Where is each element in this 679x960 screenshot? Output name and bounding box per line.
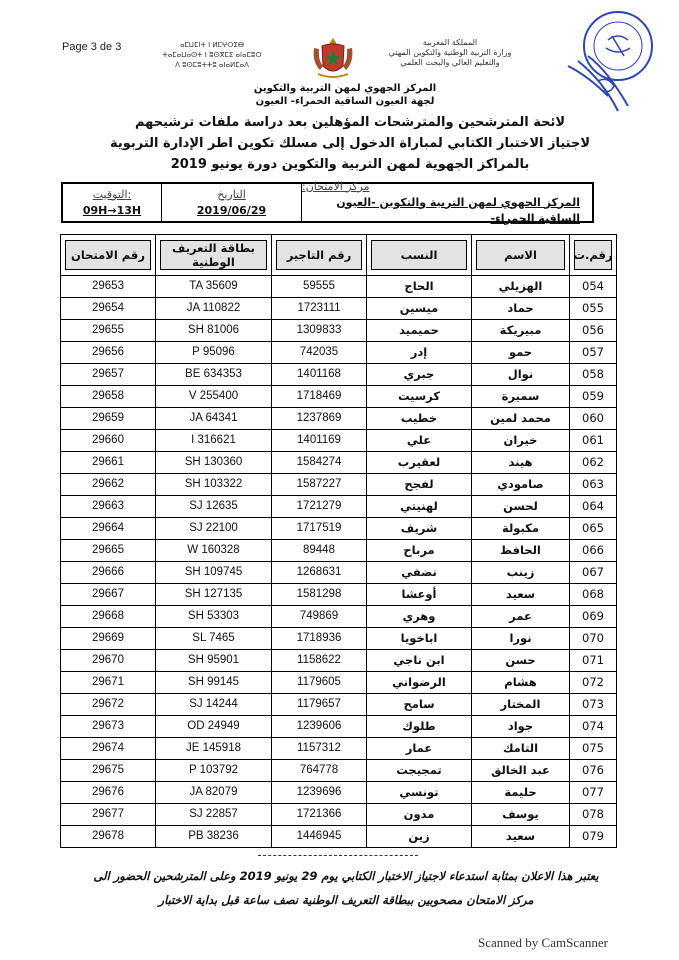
table-row: [61, 320, 617, 342]
cell-order: 072: [570, 672, 617, 694]
footer-line: يعتبر هذا الاعلان بمثابة استدعاء لاجتياز الاختبار الكتابي يوم 29 يونيو 2019 وعلى المترشحين الحضور الى: [93, 869, 599, 883]
cell-exam-number: 29673: [61, 716, 156, 738]
header-right-line: والتعليم العالي والبحث العلمي: [400, 58, 500, 67]
cell-last-name: لفجح: [367, 474, 472, 496]
cell-registration: 1268631: [272, 562, 367, 584]
table-row: [61, 584, 617, 606]
cell-registration: 1717519: [272, 518, 367, 540]
table-row: [61, 606, 617, 628]
cell-last-name: حميميد: [367, 320, 472, 342]
cell-first-name: نورا: [472, 628, 570, 650]
cell-national-id: JE 145918: [156, 738, 272, 760]
cell-exam-number: 29664: [61, 518, 156, 540]
footer-divider: [258, 855, 418, 856]
table-row: [61, 342, 617, 364]
cell-national-id: BE 634353: [156, 364, 272, 386]
cell-first-name: مكبولة: [472, 518, 570, 540]
cell-last-name: ابن ناجي: [367, 650, 472, 672]
table-row: [61, 452, 617, 474]
cell-exam-number: 29674: [61, 738, 156, 760]
cell-order: 058: [570, 364, 617, 386]
cell-order: 069: [570, 606, 617, 628]
cell-registration: 1401169: [272, 430, 367, 452]
cell-registration: 1401168: [272, 364, 367, 386]
cell-registration: 1158622: [272, 650, 367, 672]
cell-registration: 1584274: [272, 452, 367, 474]
col-header-first-name: الاسم: [472, 235, 570, 276]
cell-last-name: علي: [367, 430, 472, 452]
date-label: التاريخ: [217, 187, 246, 201]
title-line: لائحة المترشحين والمترشحات المؤهلين بعد دراسة ملفات ترشيحهم: [134, 115, 566, 130]
cell-registration: 764778: [272, 760, 367, 782]
cell-first-name: المختار: [472, 694, 570, 716]
footer-notice: [48, 864, 644, 912]
table-row: [61, 540, 617, 562]
cell-order: 064: [570, 496, 617, 518]
table-row: [61, 804, 617, 826]
cell-order: 063: [570, 474, 617, 496]
cell-exam-number: 29666: [61, 562, 156, 584]
cell-order: 060: [570, 408, 617, 430]
cell-order: 074: [570, 716, 617, 738]
cell-last-name: مرباح: [367, 540, 472, 562]
cell-national-id: SH 53303: [156, 606, 272, 628]
table-row: [61, 496, 617, 518]
cell-first-name: خيران: [472, 430, 570, 452]
table-row: [61, 386, 617, 408]
table-row: [61, 760, 617, 782]
cell-registration: 742035: [272, 342, 367, 364]
cell-registration: 749869: [272, 606, 367, 628]
cell-national-id: SH 103322: [156, 474, 272, 496]
col-header-last-name: النسب: [367, 235, 472, 276]
exam-info-box: [61, 179, 594, 225]
cell-national-id: JA 110822: [156, 298, 272, 320]
cell-first-name: الحافظ: [472, 540, 570, 562]
cell-order: 059: [570, 386, 617, 408]
header-right-line: وزارة التربية الوطنية والتكوين المهني: [388, 48, 512, 57]
cell-order: 067: [570, 562, 617, 584]
cell-last-name: إدر: [367, 342, 472, 364]
table-row: [61, 628, 617, 650]
scanner-watermark: Scanned by CamScanner: [478, 935, 608, 950]
cell-national-id: SJ 12635: [156, 496, 272, 518]
cell-registration: 1239696: [272, 782, 367, 804]
cell-registration: 1581298: [272, 584, 367, 606]
cell-registration: 89448: [272, 540, 367, 562]
cell-first-name: التامك: [472, 738, 570, 760]
exam-center-cell: [301, 179, 592, 225]
cell-national-id: P 103792: [156, 760, 272, 782]
cell-national-id: OD 24949: [156, 716, 272, 738]
cell-last-name: طلوك: [367, 716, 472, 738]
table-row: [61, 782, 617, 804]
cell-registration: 59555: [272, 276, 367, 298]
cell-registration: 1237869: [272, 408, 367, 430]
candidates-table: [60, 234, 617, 848]
cell-registration: 1723111: [272, 298, 367, 320]
cell-order: 066: [570, 540, 617, 562]
table-row: [61, 672, 617, 694]
cell-national-id: SH 95901: [156, 650, 272, 672]
footer-line: مركز الامتحان مصحوبين ببطاقة التعريف الوطنية نصف ساعة قبل بداية الاختبار: [158, 893, 534, 907]
cell-national-id: W 160328: [156, 540, 272, 562]
cell-first-name: حمو: [472, 342, 570, 364]
cell-order: 061: [570, 430, 617, 452]
cell-last-name: جبري: [367, 364, 472, 386]
cell-exam-number: 29657: [61, 364, 156, 386]
cell-order: 055: [570, 298, 617, 320]
center-name-line: المركز الجهوي لمهن التربية والتكوين: [253, 83, 437, 94]
cell-national-id: SH 130360: [156, 452, 272, 474]
table-row: [61, 430, 617, 452]
cell-first-name: لحسن: [472, 496, 570, 518]
cell-national-id: SH 81006: [156, 320, 272, 342]
cell-first-name: حماد: [472, 298, 570, 320]
cell-exam-number: 29676: [61, 782, 156, 804]
cell-registration: 1157312: [272, 738, 367, 760]
cell-exam-number: 29665: [61, 540, 156, 562]
header-right-arabic: [365, 38, 535, 68]
table-row: [61, 826, 617, 848]
cell-exam-number: 29661: [61, 452, 156, 474]
cell-first-name: جواد: [472, 716, 570, 738]
cell-national-id: SL 7465: [156, 628, 272, 650]
cell-national-id: SJ 14244: [156, 694, 272, 716]
cell-order: 078: [570, 804, 617, 826]
cell-registration: 1179605: [272, 672, 367, 694]
regional-center-name: [180, 82, 510, 108]
cell-first-name: نوال: [472, 364, 570, 386]
cell-order: 073: [570, 694, 617, 716]
cell-first-name: محمد لمين: [472, 408, 570, 430]
header-left-line: ⴰⵎⵡⵎⵏⵜ ⵏ ⵍⵎⵖⵔⵉⴱ: [179, 41, 245, 49]
table-row: [61, 650, 617, 672]
cell-registration: 1718469: [272, 386, 367, 408]
table-row: [61, 364, 617, 386]
col-header-national-id: بطاقة التعريف الوطنية: [156, 235, 272, 276]
cell-order: 077: [570, 782, 617, 804]
cell-last-name: نضفي: [367, 562, 472, 584]
cell-exam-number: 29671: [61, 672, 156, 694]
col-header-order: رقم.ت: [570, 235, 617, 276]
cell-last-name: وهري: [367, 606, 472, 628]
cell-national-id: TA 35609: [156, 276, 272, 298]
cell-exam-number: 29668: [61, 606, 156, 628]
cell-order: 070: [570, 628, 617, 650]
cell-first-name: زينب: [472, 562, 570, 584]
cell-exam-number: 29678: [61, 826, 156, 848]
cell-exam-number: 29662: [61, 474, 156, 496]
title-line: لاجتياز الاختبار الكتابي لمباراة الدخول إلى مسلك تكوين اطر الإدارة التربوية: [109, 136, 591, 151]
cell-exam-number: 29677: [61, 804, 156, 826]
cell-exam-number: 29663: [61, 496, 156, 518]
exam-center-value: المركز الجهوي لمهن التربية والتكوين -العيون الساقية الحمراء-: [336, 195, 580, 225]
cell-exam-number: 29658: [61, 386, 156, 408]
header-left-line: ⵜⴰⵎⴰⵡⴰⵙⵜ ⵏ ⵓⵙⴳⵎⵉ ⴰⵏⴰⵎⵓⵔ: [162, 51, 262, 59]
date-value: 2019/06/29: [196, 203, 267, 217]
cell-exam-number: 29655: [61, 320, 156, 342]
cell-order: 071: [570, 650, 617, 672]
header-left-line: ⴷ ⵓⵙⵎⵓⵜⵜⵓ ⴰⵏⴰⵍⵎⴰⴷ: [175, 61, 249, 69]
cell-first-name: عبد الخالق: [472, 760, 570, 782]
cell-last-name: زين: [367, 826, 472, 848]
table-row: [61, 408, 617, 430]
cell-national-id: PB 38236: [156, 826, 272, 848]
cell-last-name: عمار: [367, 738, 472, 760]
table-row: [61, 518, 617, 540]
cell-first-name: حسن: [472, 650, 570, 672]
cell-national-id: I 316621: [156, 430, 272, 452]
cell-registration: 1179657: [272, 694, 367, 716]
coat-of-arms-icon: [308, 36, 358, 82]
date-cell: [161, 184, 301, 221]
table-row: [61, 474, 617, 496]
cell-exam-number: 29659: [61, 408, 156, 430]
cell-last-name: الرضواني: [367, 672, 472, 694]
cell-last-name: لعقيرب: [367, 452, 472, 474]
center-name-line: لجهة العيون الساقية الحمراء- العيون: [255, 96, 435, 107]
cell-exam-number: 29675: [61, 760, 156, 782]
cell-order: 062: [570, 452, 617, 474]
cell-first-name: سميرة: [472, 386, 570, 408]
cell-first-name: سعيد: [472, 826, 570, 848]
cell-registration: 1446945: [272, 826, 367, 848]
cell-last-name: كرسيت: [367, 386, 472, 408]
cell-national-id: SH 109745: [156, 562, 272, 584]
cell-registration: 1239606: [272, 716, 367, 738]
table-row: [61, 694, 617, 716]
table-row: [61, 738, 617, 760]
cell-order: 079: [570, 826, 617, 848]
cell-exam-number: 29660: [61, 430, 156, 452]
cell-first-name: مبيريكة: [472, 320, 570, 342]
cell-exam-number: 29667: [61, 584, 156, 606]
time-cell: [63, 184, 161, 221]
cell-order: 057: [570, 342, 617, 364]
cell-last-name: شريف: [367, 518, 472, 540]
table-row: [61, 562, 617, 584]
title-line: بالمراكز الجهوية لمهن التربية والتكوين دورة يونيو 2019: [170, 157, 530, 172]
table-row: [61, 716, 617, 738]
cell-registration: 1309833: [272, 320, 367, 342]
cell-last-name: ميسين: [367, 298, 472, 320]
cell-order: 056: [570, 320, 617, 342]
cell-national-id: V 255400: [156, 386, 272, 408]
cell-last-name: لهنيتي: [367, 496, 472, 518]
cell-first-name: صامودي: [472, 474, 570, 496]
cell-last-name: أوعشا: [367, 584, 472, 606]
header-right-line: المملكة المغربية: [422, 38, 478, 47]
cell-last-name: خطيب: [367, 408, 472, 430]
cell-national-id: JA 82079: [156, 782, 272, 804]
cell-last-name: اباخويا: [367, 628, 472, 650]
cell-national-id: JA 64341: [156, 408, 272, 430]
cell-order: 065: [570, 518, 617, 540]
cell-registration: 1721366: [272, 804, 367, 826]
table-row: [61, 298, 617, 320]
cell-registration: 1721279: [272, 496, 367, 518]
cell-last-name: سامح: [367, 694, 472, 716]
page-number: Page 3 de 3: [62, 41, 122, 53]
cell-last-name: تونسي: [367, 782, 472, 804]
cell-first-name: عمر: [472, 606, 570, 628]
cell-order: 054: [570, 276, 617, 298]
cell-exam-number: 29654: [61, 298, 156, 320]
cell-last-name: مدون: [367, 804, 472, 826]
cell-national-id: SH 99145: [156, 672, 272, 694]
cell-first-name: حليمة: [472, 782, 570, 804]
cell-order: 075: [570, 738, 617, 760]
cell-exam-number: 29653: [61, 276, 156, 298]
col-header-exam-number: رقم الامتحان: [61, 235, 156, 276]
cell-order: 076: [570, 760, 617, 782]
header-left-tifinagh: [122, 40, 302, 70]
cell-registration: 1587227: [272, 474, 367, 496]
cell-first-name: الهزيلي: [472, 276, 570, 298]
cell-registration: 1718936: [272, 628, 367, 650]
table-row: [61, 276, 617, 298]
cell-national-id: P 95096: [156, 342, 272, 364]
col-header-registration: رقم التاجير: [272, 235, 367, 276]
official-stamp-icon: [548, 6, 666, 116]
cell-order: 068: [570, 584, 617, 606]
cell-first-name: هشام: [472, 672, 570, 694]
cell-first-name: سعيد: [472, 584, 570, 606]
exam-center-label: مركز الامتحان:: [302, 179, 370, 193]
cell-exam-number: 29669: [61, 628, 156, 650]
cell-national-id: SJ 22100: [156, 518, 272, 540]
cell-first-name: هيند: [472, 452, 570, 474]
time-label: التوقيت:: [92, 187, 132, 201]
cell-first-name: يوسف: [472, 804, 570, 826]
cell-last-name: تمجيجت: [367, 760, 472, 782]
page-title: [70, 112, 630, 175]
cell-national-id: SJ 22857: [156, 804, 272, 826]
cell-last-name: الحاج: [367, 276, 472, 298]
cell-exam-number: 29656: [61, 342, 156, 364]
cell-exam-number: 29670: [61, 650, 156, 672]
cell-national-id: SH 127135: [156, 584, 272, 606]
time-value: 09H→13H: [82, 203, 142, 217]
table-header-row: [61, 235, 617, 276]
cell-exam-number: 29672: [61, 694, 156, 716]
